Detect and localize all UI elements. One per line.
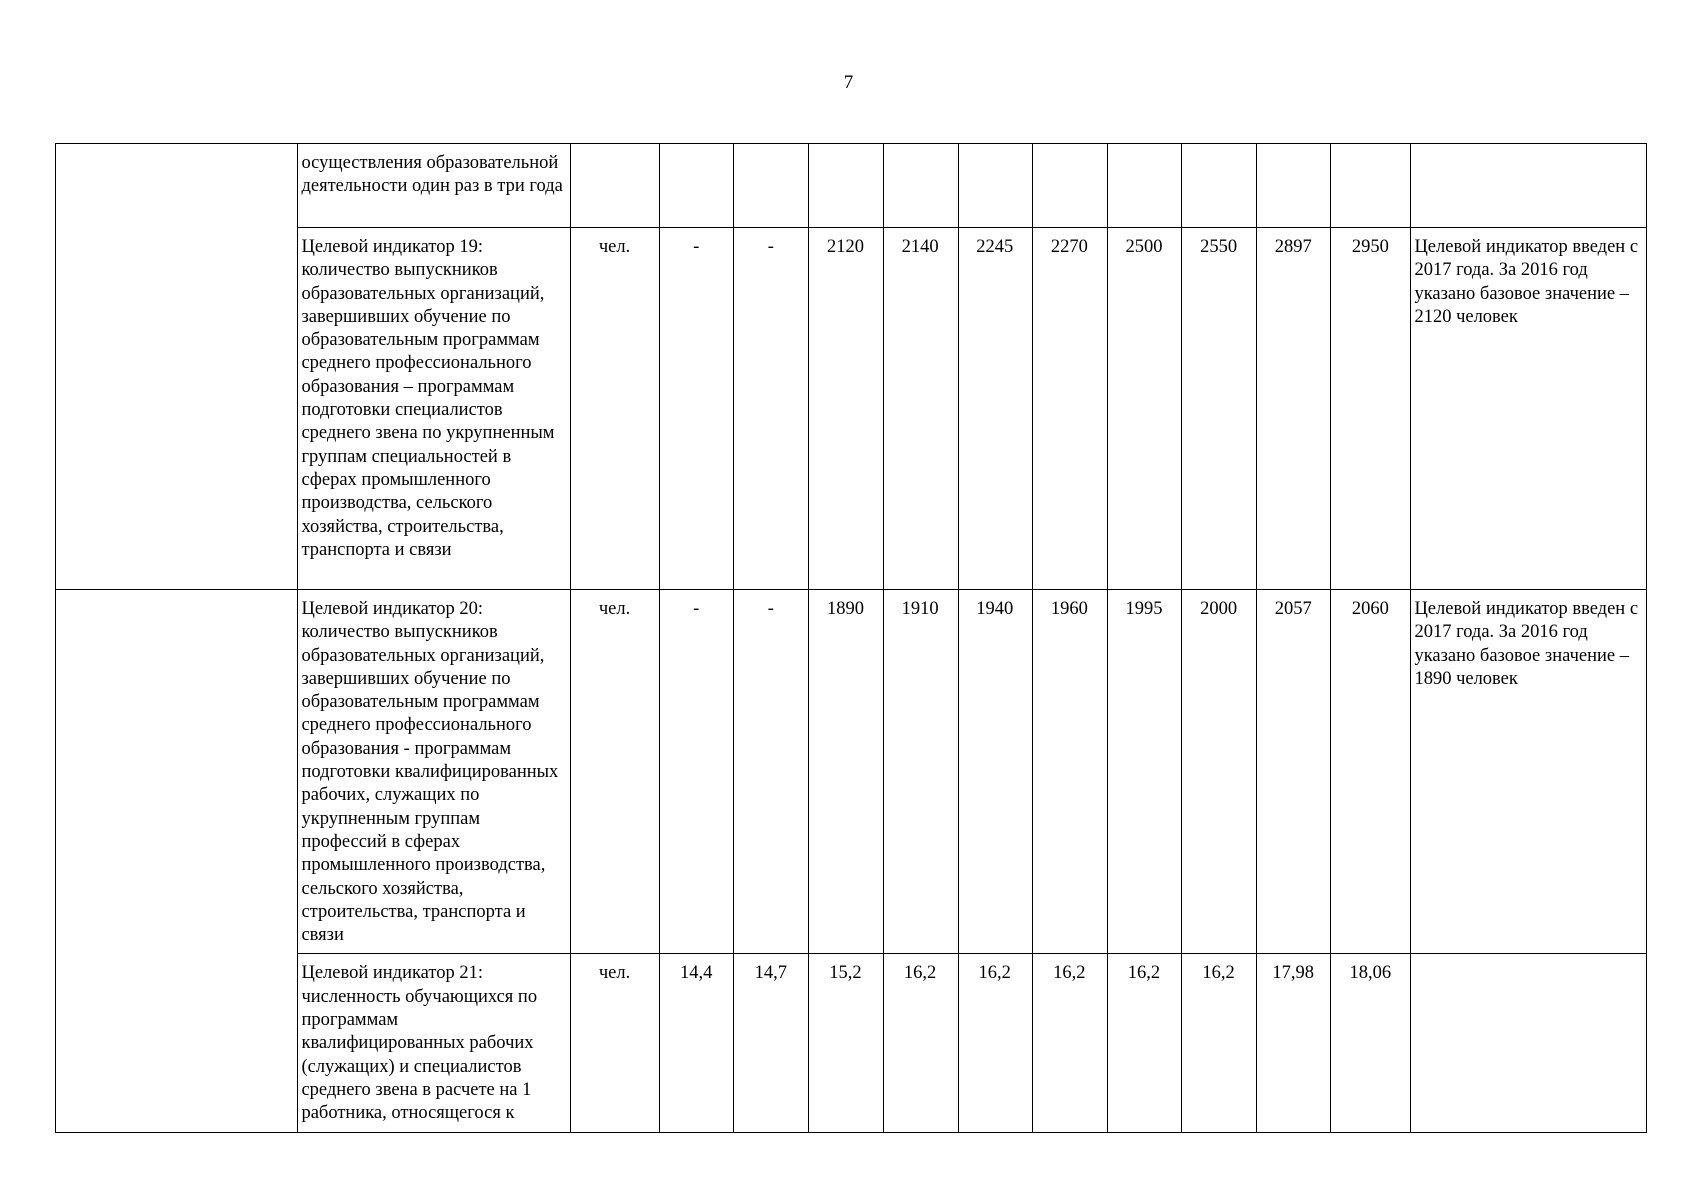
value-cell: 18,06 <box>1331 954 1411 1132</box>
value-cell: 2950 <box>1331 228 1411 590</box>
unit-cell <box>570 144 659 228</box>
table-body <box>56 144 1647 1133</box>
value-cell: - <box>734 590 809 954</box>
value-cell: - <box>660 228 734 590</box>
value-cell: 16,2 <box>958 954 1032 1132</box>
value-cell: 16,2 <box>883 954 958 1132</box>
value-cell: 17,98 <box>1257 954 1331 1132</box>
value-cell: 2000 <box>1182 590 1257 954</box>
value-cell <box>1182 144 1257 228</box>
value-cell <box>734 144 809 228</box>
unit-cell: чел. <box>570 590 659 954</box>
value-cell: 16,2 <box>1182 954 1257 1132</box>
section-cell <box>56 144 298 590</box>
indicator-description: Целевой индикатор 21: численность обучающихся по программам квалифицированных рабочих (служащих) и специалистов среднего звена в расчете на 1 работника, относящегося к <box>298 954 571 1132</box>
indicators-table <box>55 143 1647 1133</box>
value-cell: 2057 <box>1257 590 1331 954</box>
value-cell <box>660 144 734 228</box>
note-cell <box>1411 144 1647 228</box>
indicator-description: осуществления образовательной деятельности один раз в три года <box>298 144 571 228</box>
indicator-description: Целевой индикатор 20: количество выпускников образовательных организаций, завершивших обучение по образовательным программам среднего профессионального образования - программам подготовки квалифицированных рабочих, служащих по укрупненным группам профессий в сферах промышленного производства, сельского хозяйства, строительства, транспорта и связи <box>298 590 571 954</box>
value-cell: 1890 <box>809 590 883 954</box>
note-cell: Целевой индикатор введен с 2017 года. За 2016 год указано базовое значение – 2120 человек <box>1411 228 1647 590</box>
unit-cell: чел. <box>570 228 659 590</box>
value-cell: 2245 <box>958 228 1032 590</box>
table-row <box>56 144 1647 228</box>
note-cell: Целевой индикатор введен с 2017 года. За 2016 год указано базовое значение – 1890 человек <box>1411 590 1647 954</box>
value-cell: 14,4 <box>660 954 734 1132</box>
value-cell: 15,2 <box>809 954 883 1132</box>
value-cell <box>1107 144 1181 228</box>
unit-cell: чел. <box>570 954 659 1132</box>
value-cell: 1910 <box>883 590 958 954</box>
value-cell: - <box>660 590 734 954</box>
value-cell: - <box>734 228 809 590</box>
value-cell: 2270 <box>1032 228 1107 590</box>
value-cell: 1995 <box>1107 590 1181 954</box>
value-cell: 16,2 <box>1107 954 1181 1132</box>
section-cell <box>56 590 298 1133</box>
value-cell: 2060 <box>1331 590 1411 954</box>
value-cell <box>1331 144 1411 228</box>
note-cell <box>1411 954 1647 1132</box>
indicator-description: Целевой индикатор 19: количество выпускников образовательных организаций, завершивших обучение по образовательным программам среднего профессионального образования – программам подготовки специалистов среднего звена по укрупненным группам специальностей в сферах промышленного производства, сельского хозяйства, строительства, транспорта и связи <box>298 228 571 590</box>
value-cell: 2550 <box>1182 228 1257 590</box>
value-cell: 16,2 <box>1032 954 1107 1132</box>
value-cell <box>883 144 958 228</box>
table-row <box>56 590 1647 954</box>
value-cell <box>809 144 883 228</box>
value-cell: 2500 <box>1107 228 1181 590</box>
page-number: 7 <box>843 72 854 93</box>
value-cell: 1940 <box>958 590 1032 954</box>
value-cell <box>1257 144 1331 228</box>
value-cell <box>1032 144 1107 228</box>
value-cell: 14,7 <box>734 954 809 1132</box>
value-cell <box>958 144 1032 228</box>
value-cell: 1960 <box>1032 590 1107 954</box>
value-cell: 2120 <box>809 228 883 590</box>
value-cell: 2140 <box>883 228 958 590</box>
value-cell: 2897 <box>1257 228 1331 590</box>
